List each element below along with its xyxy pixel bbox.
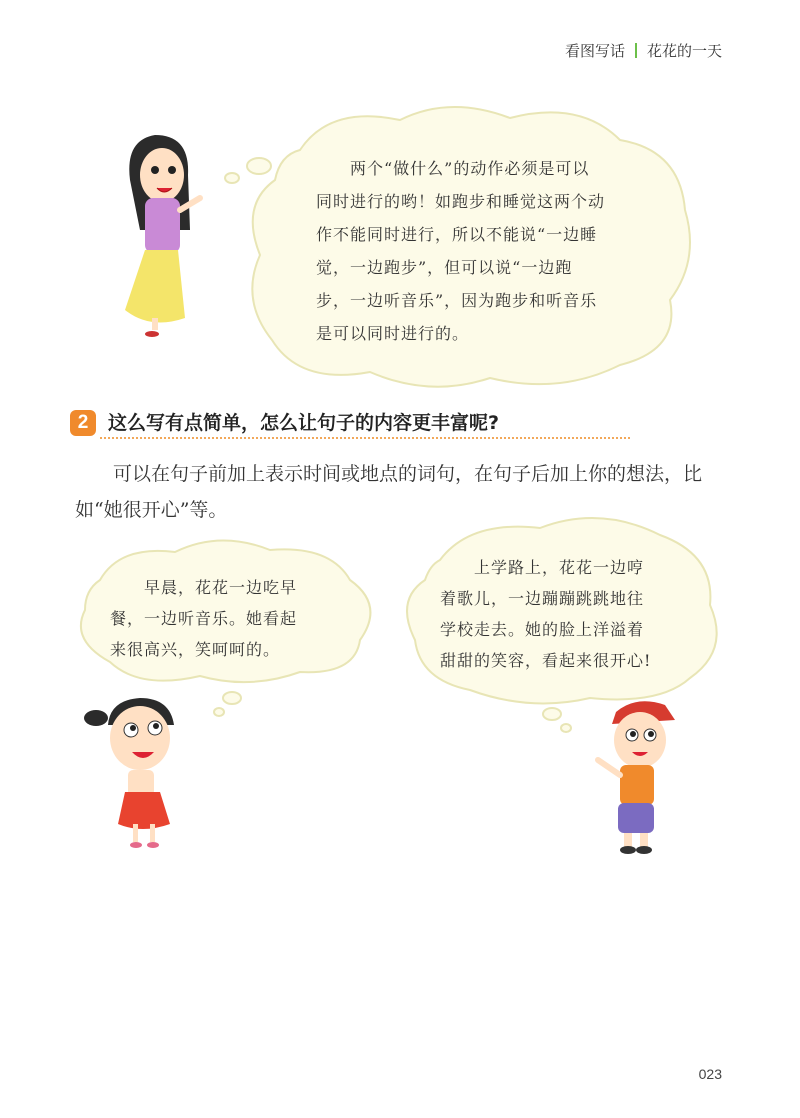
- girl-figure: [84, 698, 174, 848]
- header-divider: [635, 43, 637, 58]
- teacher-figure: [125, 135, 200, 337]
- bubble-right-paragraph: 上学路上，花花一边哼 着歌儿，一边蹦蹦跳跳地往 学校走去。她的脸上洋溢着 甜甜的笑容，看起来很开心!: [440, 558, 652, 670]
- bubble-top-text: [316, 152, 605, 350]
- bubble-top-paragraph: 两个“做什么”的动作必须是可以 同时进行的哟！如跑步和睡觉这两个动 作不能同时进行，所以不能说“一边睡 觉，一边跑步”，但可以说“一边跑 步，一边听音乐”，因为跑步和听音乐 是可以同时进行的。: [316, 159, 606, 343]
- header-section: 看图写话: [564, 42, 625, 60]
- page-header: [565, 40, 722, 61]
- bubble-right-text: [440, 552, 651, 676]
- section-title: 这么写有点简单，怎么让句子的内容更丰富呢?: [108, 412, 500, 434]
- header-title: 花花的一天: [646, 42, 722, 60]
- section-heading: [70, 408, 570, 438]
- body-paragraph: 可以在句子前加上表示时间或地点的词句，在句子后加上你的想法，比如“她很开心”等。: [75, 463, 703, 521]
- bubble-left-text: [110, 572, 297, 665]
- bubble-left-paragraph: 早晨，花花一边吃早 餐，一边听音乐。她看起 来很高兴，笑呵呵的。: [110, 578, 298, 659]
- page-number: 023: [698, 1066, 722, 1082]
- boy-figure: [598, 701, 675, 854]
- section-number-badge: 2: [70, 410, 96, 436]
- section-underline: [100, 437, 630, 439]
